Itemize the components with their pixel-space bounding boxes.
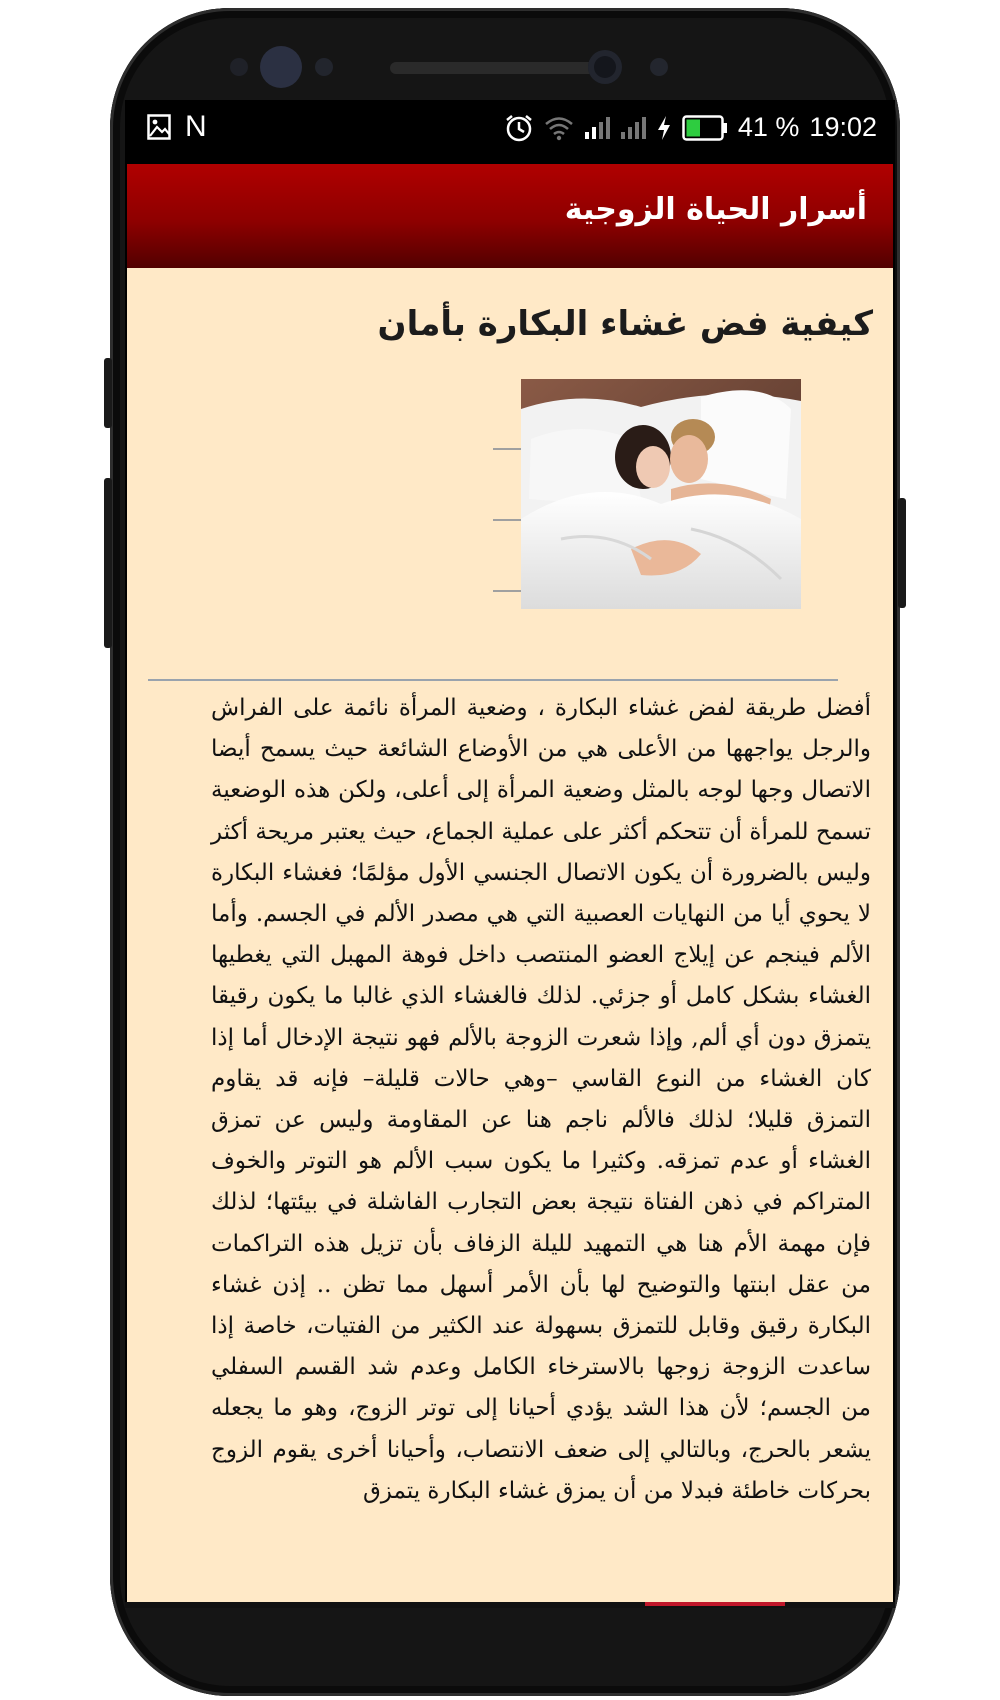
front-sensor [230,58,248,76]
content-divider [148,679,838,681]
light-sensor [650,58,668,76]
power-button[interactable] [898,498,906,608]
rule-line [493,448,521,450]
image-side-rules [493,448,521,598]
signal-icon-2 [620,116,646,140]
scroll-indicator [645,1602,785,1606]
image-icon [147,114,171,140]
phone-top-bezel [110,8,900,108]
article-image [521,379,801,609]
article-content[interactable] [127,268,893,1608]
app-title: أسرار الحياة الزوجية [564,192,867,227]
wifi-icon [544,115,574,141]
notification-n-icon: N [185,110,207,143]
proximity-sensor [315,58,333,76]
battery-icon [682,115,728,141]
status-bar [125,100,895,164]
bixby-button[interactable] [104,358,112,428]
article-title: كيفية فض غشاء البكارة بأمان [377,304,873,344]
battery-percent: 41 % [737,112,800,142]
alarm-icon [504,113,534,143]
volume-button[interactable] [104,478,112,648]
phone-screen [125,100,895,1608]
article-body: أفضل طريقة لفض غشاء البكارة ، وضعية المرأة نائمة على الفراش والرجل يواجهها من الأعلى هي من الأوضاع الشائعة حيث يسمح أيضا الاتصال وجها لوجه بالمثل وضعية المرأة إلى أعلى، ولكن هذه الوضعية تسمح للمرأة أن تتحكم أكثر على عملية الجماع، حيث يعتبر مريحة أكثر وليس بالضرورة أن يكون الاتصال الجنسي الأول مؤلمًا؛ فغشاء البكارة لا يحوي أيا من النهايات العصبية التي هي مصدر الألم في الجسم. وأما الألم فينجم عن إيلاج العضو المنتصب داخل فوهة المهبل التي يغطيها الغشاء بشكل كامل أو جزئي. لذلك فالغشاء الذي غالبا ما يكون رقيقا يتمزق دون أي ألم, وإذا شعرت الزوجة بالألم فهو نتيجة الإدخال أما إذا كان الغشاء من النوع القاسي –وهي حالات قليلة– فإنه قد يقاوم التمزق قليلا؛ لذلك فالألم ناجم هنا عن المقاومة وليس عن تمزق الغشاء أو عدم تمزقه. وكثيرا ما يكون سبب الألم هو التوتر والخوف المتراكم في ذهن الفتاة نتيجة بعض التجارب الفاشلة في بيئتها؛ لذلك فإن مهمة الأم هنا هي التمهيد لليلة الزفاف بأن تزيل هذه التراكمات من عقل ابنتها والتوضيح لها بأن الأمر أسهل مما تظن .. إذن غشاء البكارة رقيق وقابل للتمزق بسهولة عند الكثير من الفتيات، خاصة إذا ساعدت الزوجة زوجها بالاسترخاء الكامل وعدم شد القسم السفلي من الجسم؛ لأن هذا الشد يؤدي أحيانا إلى توتر الزوج، وهو ما يجعله يشعر بالحرج، وبالتالي إلى ضعف الانتصاب، وأحيانا أخرى يقوم الزوج بحركات خاطئة فبدلا من أن يمزق غشاء البكارة يتمزق [211,695,871,1504]
iris-scanner [260,46,302,88]
signal-icon [584,116,610,140]
rule-line [493,590,521,592]
front-camera [588,50,622,84]
app-bar [127,164,893,268]
bottom-indicator [125,1602,895,1608]
earpiece-speaker [390,62,620,74]
charging-icon [656,115,672,141]
rule-line [493,519,521,521]
clock-time: 19:02 [809,112,877,142]
